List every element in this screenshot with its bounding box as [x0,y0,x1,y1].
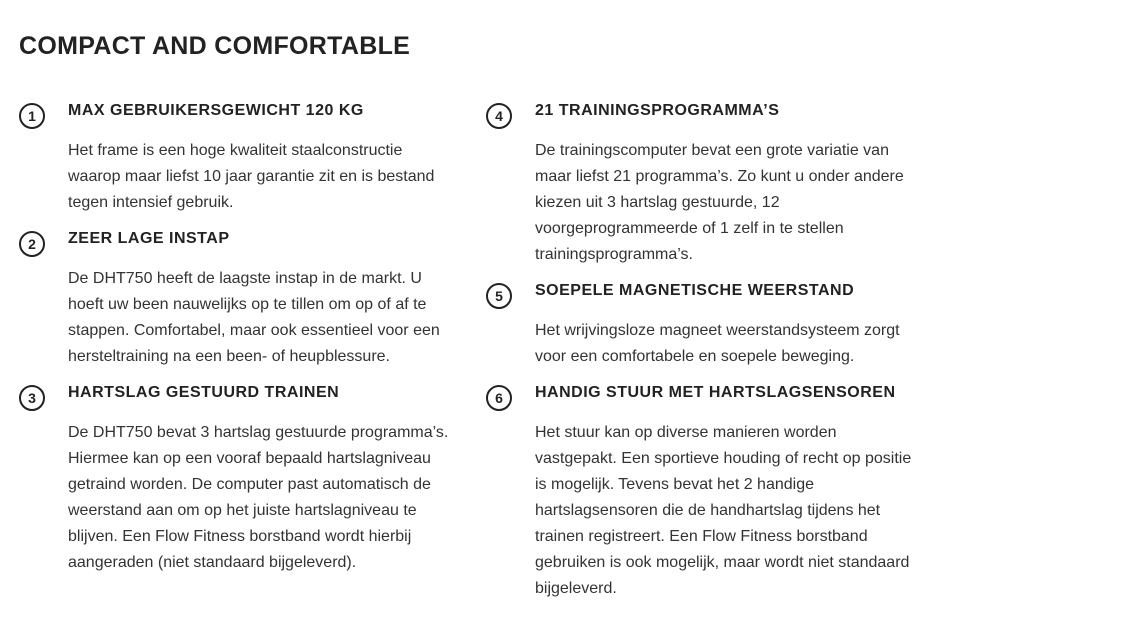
feature-number-badge: 2 [19,231,45,257]
feature-description: Het frame is een hoge kwaliteit staalconstructie waarop maar liefst 10 jaar garantie zit en is bestand tegen intensief gebruik. [68,142,435,211]
feature-heading: 21 TRAININGSPROGRAMMA’S [535,102,780,119]
feature-number-badge: 6 [486,385,512,411]
feature-description: De DHT750 heeft de laagste instap in de markt. U hoeft uw been nauwelijks op te tillen om op of af te stappen. Comfortabel, maar ook essentieel voor een hersteltraining na een been- of heupblessure. [68,270,440,365]
feature-number-badge: 1 [19,103,45,129]
feature-description: De DHT750 bevat 3 hartslag gestuurde programma’s. Hiermee kan op een vooraf bepaald hartslagniveau getraind worden. De computer past automatisch de weerstand aan om op het juiste hartslagniveau te blijven. Een Flow Fitness borstband wordt hierbij aangeraden (niet standaard bijgeleverd). [68,424,449,571]
feature-heading: SOEPELE MAGNETISCHE WEERSTAND [535,282,855,299]
feature-number-badge: 3 [19,385,45,411]
feature-number-badge: 4 [486,103,512,129]
feature-description: Het stuur kan op diverse manieren worden vastgepakt. Een sportieve houding of recht op positie is mogelijk. Tevens bevat het 2 handige hartslagsensoren die de handhartslag tijdens het trainen registreert. Een Flow Fitness borstband gebruiken is ook mogelijk, maar wordt niet standaard bijgeleverd. [535,424,912,597]
feature-heading: HARTSLAG GESTUURD TRAINEN [68,384,340,401]
page-title: COMPACT AND COMFORTABLE [19,32,411,60]
feature-heading: MAX GEBRUIKERSGEWICHT 120 KG [68,102,364,119]
feature-description: De trainingscomputer bevat een grote variatie van maar liefst 21 programma’s. Zo kunt u onder andere kiezen uit 3 hartslag gestuurde, 12 voorgeprogrammeerde of 1 zelf in te stellen trainingsprogramma’s. [535,142,904,263]
feature-number-badge: 5 [486,283,512,309]
feature-description: Het wrijvingsloze magneet weerstandsysteem zorgt voor een comfortabele en soepele beweging. [535,322,900,365]
feature-heading: HANDIG STUUR MET HARTSLAGSENSOREN [535,384,896,401]
feature-heading: ZEER LAGE INSTAP [68,230,230,247]
